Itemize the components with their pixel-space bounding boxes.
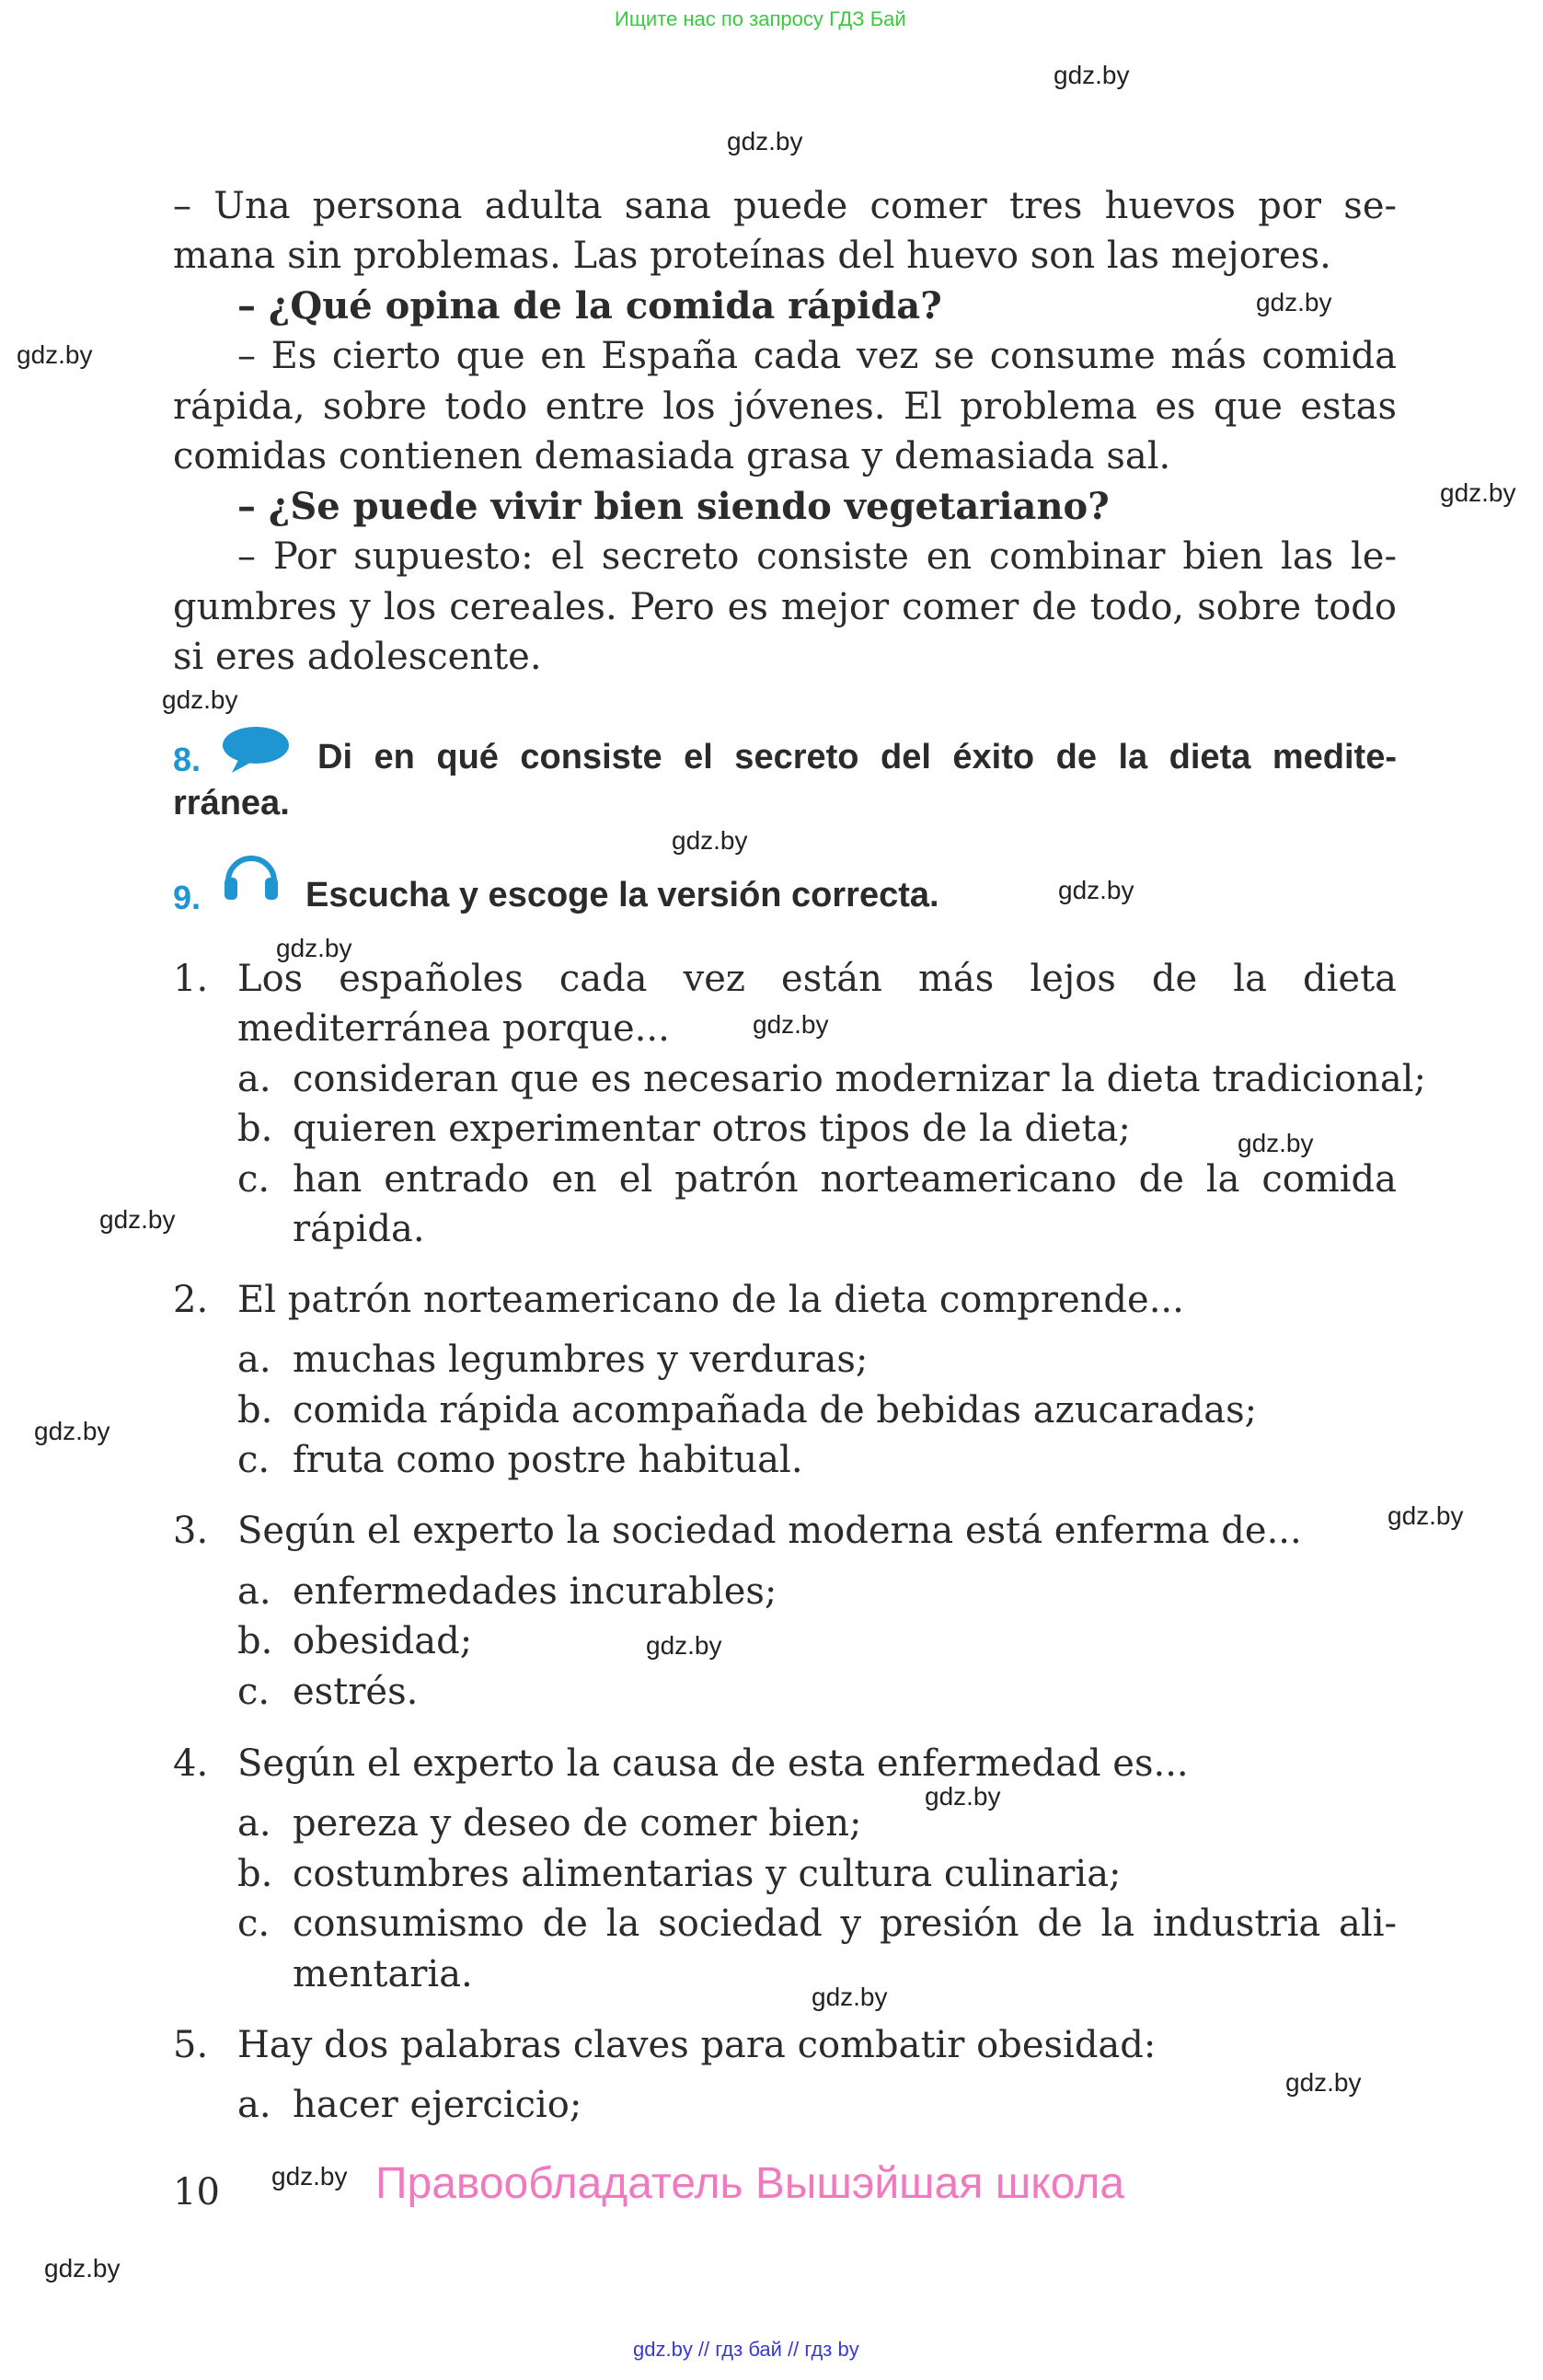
option-letter: b.: [237, 1389, 273, 1431]
page-number: 10: [173, 2171, 220, 2213]
interview-question: – ¿Qué opina de la comida rápida?: [237, 284, 942, 328]
paragraph-line: si eres adolescente.: [173, 636, 542, 678]
option-letter: b.: [237, 1620, 273, 1662]
question-text: Según el experto la sociedad moderna está enferma de...: [237, 1510, 1302, 1552]
search-note: Ищите нас по запросу ГДЗ Бай: [615, 7, 906, 30]
paragraph-line: rápida, sobre todo entre los jóvenes. El problema es que estas: [173, 385, 1397, 428]
option-text: muchas legumbres y verduras;: [293, 1339, 869, 1381]
watermark: gdz.by: [1058, 876, 1134, 904]
question-text: mediterránea porque...: [237, 1007, 670, 1050]
option-letter: a.: [237, 1570, 271, 1613]
option-text: estrés.: [293, 1671, 419, 1713]
option-letter: a.: [237, 1058, 271, 1100]
option-letter: b.: [237, 1108, 273, 1150]
watermark: gdz.by: [1256, 288, 1332, 316]
watermark: gdz.by: [812, 1983, 888, 2011]
question-text: Los españoles cada vez están más lejos de la dieta: [237, 958, 1397, 1000]
question-number: 4.: [173, 1742, 209, 1785]
watermark: gdz.by: [44, 2254, 121, 2282]
option-text: consumismo de la sociedad y presión de la industria ali-: [293, 1903, 1397, 1945]
option-text: rápida.: [293, 1208, 425, 1250]
watermark: gdz.by: [271, 2162, 348, 2190]
watermark: gdz.by: [17, 340, 93, 369]
option-text: pereza y deseo de comer bien;: [293, 1802, 862, 1845]
footer-links[interactable]: gdz.by // гдз бай // гдз by: [633, 2338, 859, 2361]
watermark: gdz.by: [753, 1010, 829, 1039]
watermark: gdz.by: [99, 1205, 176, 1234]
question-number: 2.: [173, 1279, 209, 1321]
exercise-number: 8.: [173, 741, 202, 778]
option-letter: b.: [237, 1853, 273, 1895]
copyright-owner: Правообладатель Вышэйшая школа: [375, 2159, 1125, 2208]
watermark: gdz.by: [672, 826, 748, 855]
watermark: gdz.by: [727, 127, 803, 155]
option-letter: c.: [237, 1439, 271, 1481]
paragraph-line: comidas contienen demasiada grasa y demasiada sal.: [173, 435, 1171, 477]
watermark: gdz.by: [1388, 1501, 1464, 1530]
question-text: El patrón norteamericano de la dieta comprende...: [237, 1279, 1184, 1321]
question-number: 1.: [173, 958, 209, 1000]
question-text: Según el experto la causa de esta enfermedad es...: [237, 1742, 1189, 1785]
option-letter: c.: [237, 1903, 271, 1945]
option-text: costumbres alimentarias y cultura culinaria;: [293, 1853, 1122, 1895]
question-number: 5.: [173, 2024, 209, 2066]
watermark: gdz.by: [162, 685, 238, 714]
headphones-icon: [221, 845, 282, 905]
option-text: mentaria.: [293, 1953, 473, 1995]
exercise-number: 9.: [173, 879, 202, 916]
option-text: obesidad;: [293, 1620, 473, 1662]
option-text: fruta como postre habitual.: [293, 1439, 803, 1481]
watermark: gdz.by: [276, 934, 352, 962]
watermark: gdz.by: [34, 1417, 110, 1445]
watermark: gdz.by: [1054, 61, 1130, 89]
paragraph-line: – Por supuesto: el secreto consiste en combinar bien las le-: [237, 535, 1397, 578]
option-text: enfermedades incurables;: [293, 1570, 777, 1613]
option-text: quieren experimentar otros tipos de la dieta;: [293, 1108, 1131, 1150]
paragraph-line: gumbres y los cereales. Pero es mejor comer de todo, sobre todo: [173, 586, 1397, 628]
option-text: consideran que es necesario modernizar la dieta tradicional;: [293, 1058, 1426, 1100]
watermark: gdz.by: [1285, 2068, 1362, 2097]
paragraph-line: – Una persona adulta sana puede comer tres huevos por se-: [173, 185, 1397, 227]
paragraph-line: mana sin problemas. Las proteínas del huevo son las mejores.: [173, 235, 1331, 277]
watermark: gdz.by: [646, 1631, 722, 1660]
option-letter: a.: [237, 2084, 271, 2126]
paragraph-line: – Es cierto que en España cada vez se consume más comida: [237, 335, 1397, 377]
question-number: 3.: [173, 1510, 209, 1552]
option-text: han entrado en el patrón norteamericano de la comida: [293, 1158, 1397, 1201]
exercise-instruction: rránea.: [173, 784, 290, 822]
option-text: comida rápida acompañada de bebidas azucaradas;: [293, 1389, 1258, 1431]
speech-bubble-icon: [219, 723, 291, 775]
option-text: hacer ejercicio;: [293, 2084, 582, 2126]
watermark: gdz.by: [1440, 478, 1516, 507]
watermark: gdz.by: [925, 1782, 1001, 1811]
option-letter: a.: [237, 1339, 271, 1381]
interview-question: – ¿Se puede vivir bien siendo vegetariano?: [237, 485, 1110, 528]
option-letter: c.: [237, 1158, 271, 1201]
option-letter: c.: [237, 1671, 271, 1713]
exercise-instruction: Escucha y escoge la versión correcta.: [305, 876, 939, 914]
option-letter: a.: [237, 1802, 271, 1845]
watermark: gdz.by: [1238, 1129, 1314, 1157]
exercise-instruction: Di en qué consiste el secreto del éxito de la dieta medite-: [317, 738, 1397, 776]
question-text: Hay dos palabras claves para combatir obesidad:: [237, 2024, 1157, 2066]
